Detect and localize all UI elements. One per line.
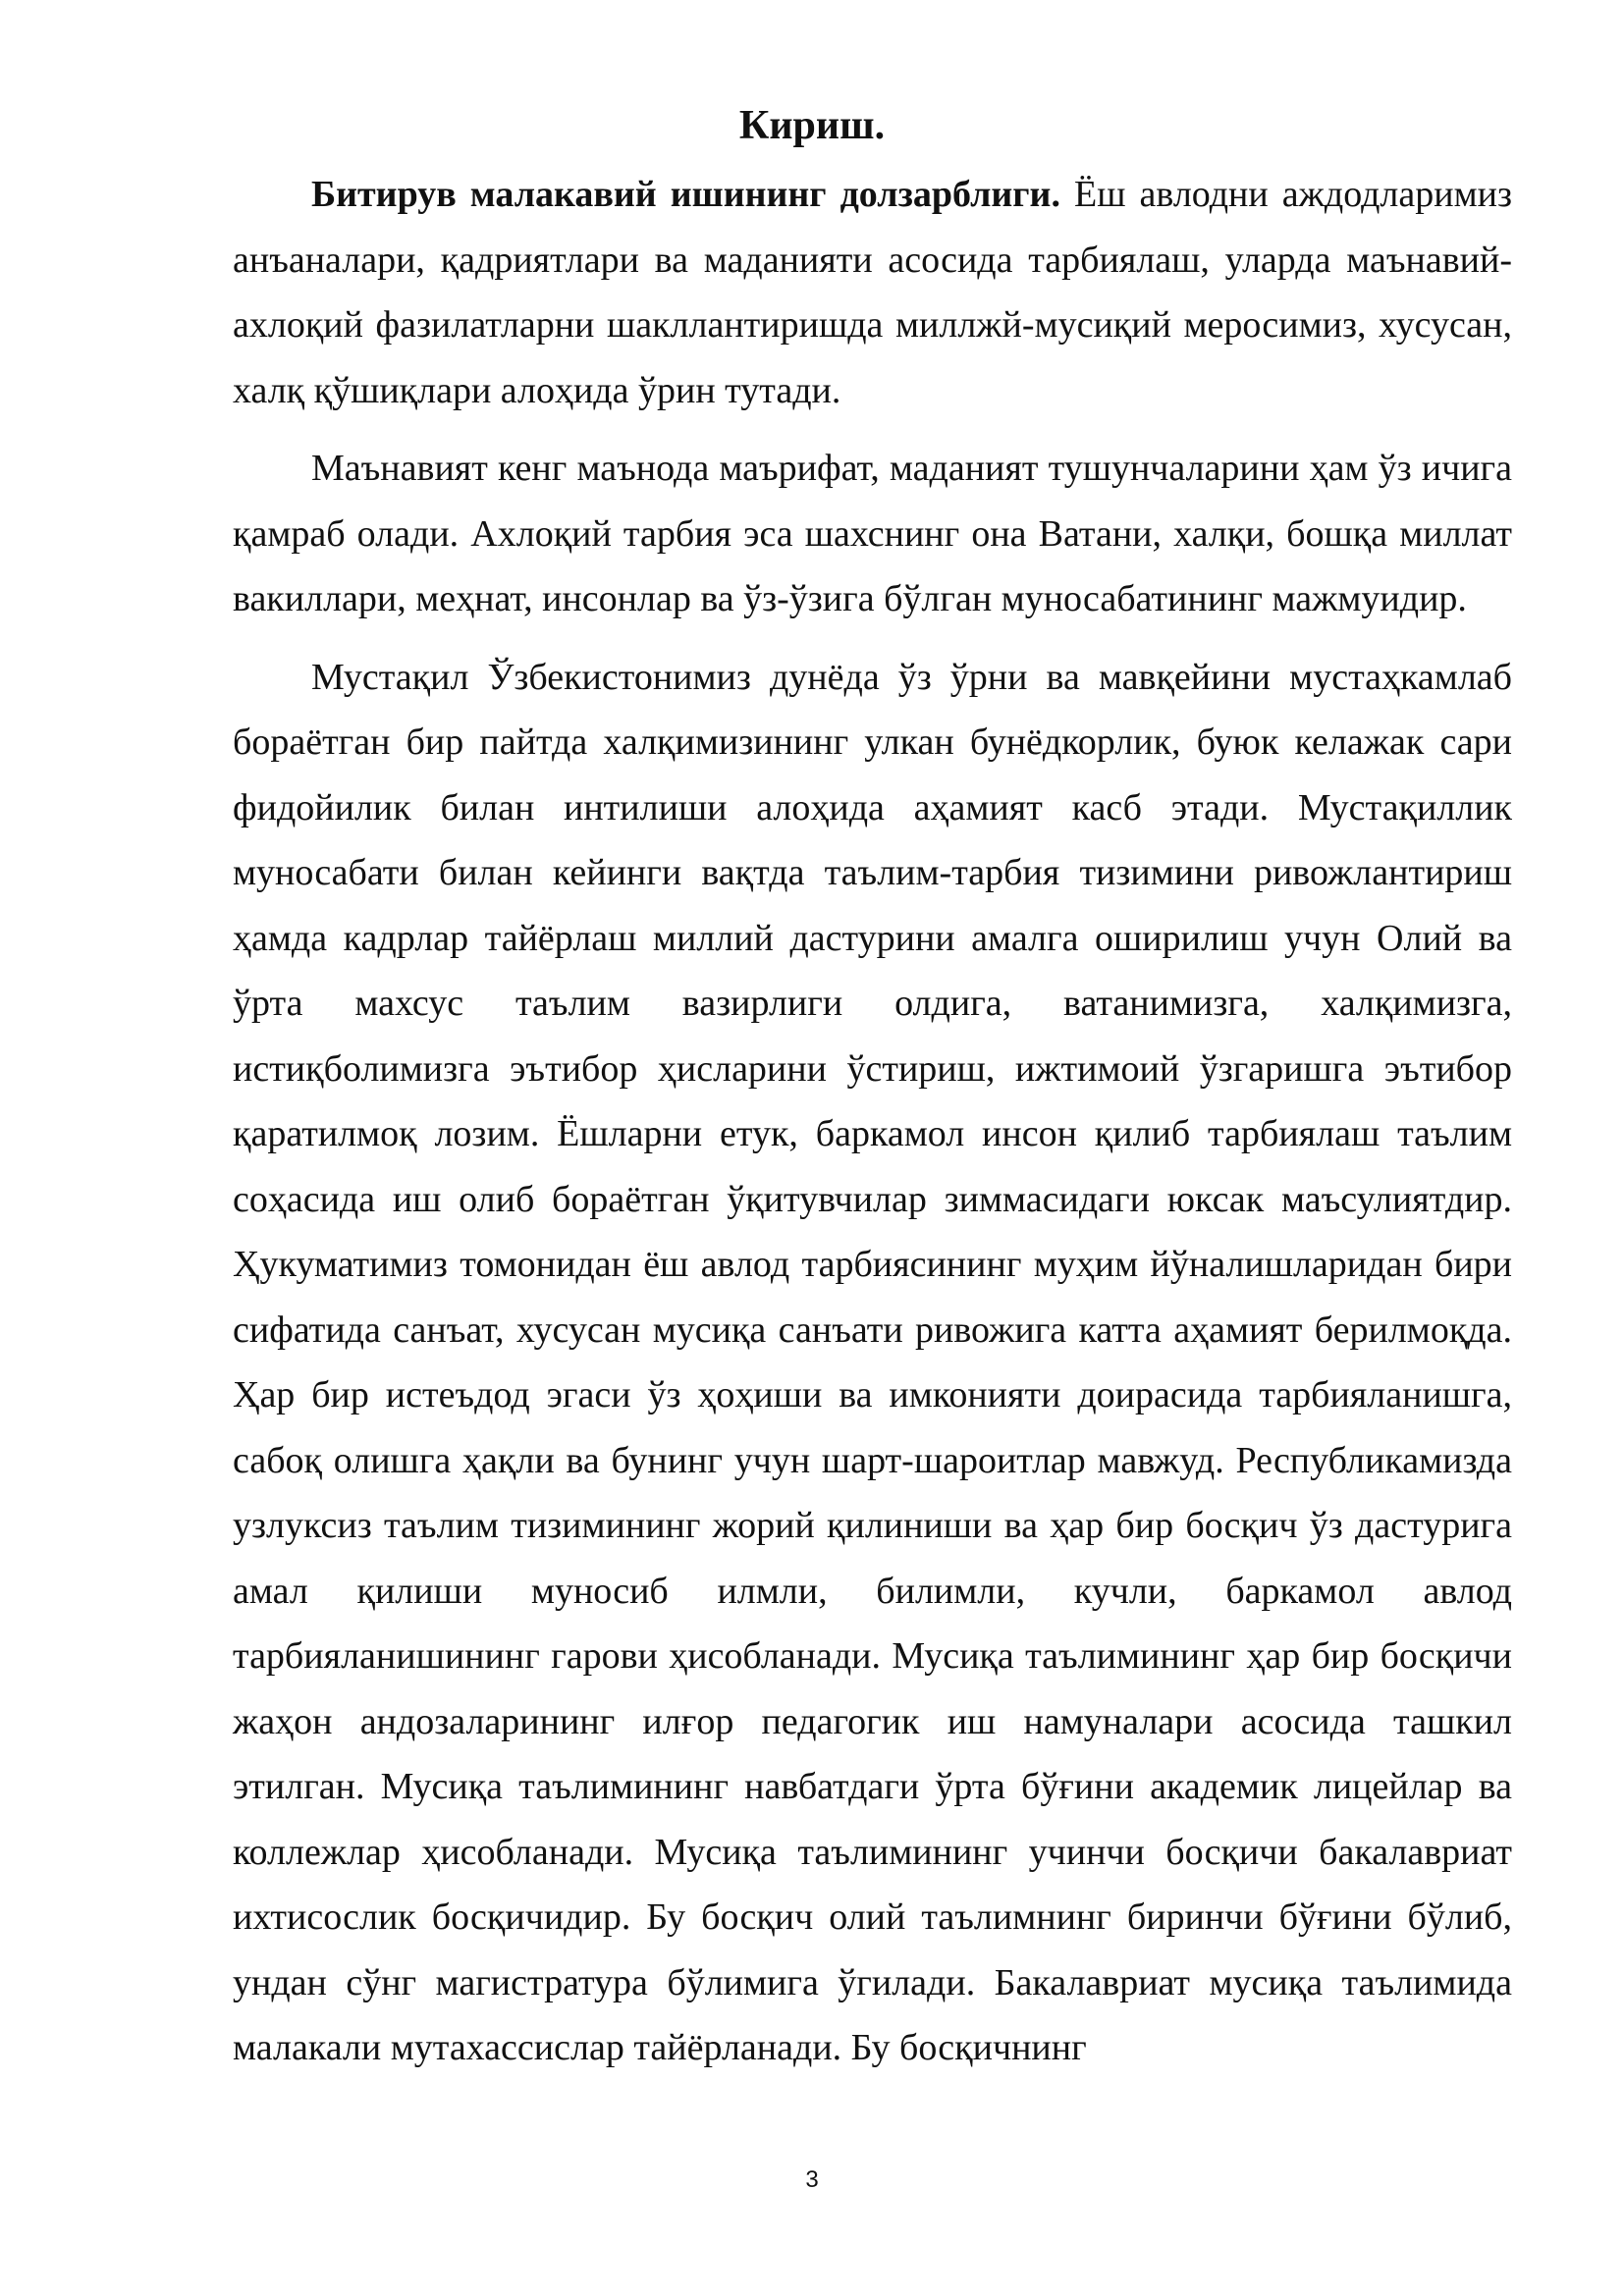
paragraph-lead: Битирув малакавий ишининг долзарблиги. — [311, 174, 1060, 215]
page-title: Кириш. — [738, 103, 886, 148]
paragraph-independence: Мустақил Ўзбекистонимиз дунёда ўз ўрни ва мавқейини мустаҳкамлаб бораётган бир пайтда халқимизининг улкан бунёдкорлик, буюк келажак сари фидойилик билан интилиши алоҳида аҳамият касб этади. Мустақиллик муносабати билан кейинги вақтда таълим-тарбия тизимини ривожлантириш ҳамда кадрлар тайёрлаш миллий дастурини амалга оширилиш учун Олий ва ўрта махсус таълим вазирлиги олдига, ватанимизга, халқимизга, истиқболимизга эътибор ҳисларини ўстириш, ижтимоий ўзгаришга эътибор қаратилмоқ лозим. Ёшларни етук, баркамол инсон қилиб тарбиялаш таълим соҳасида иш олиб бораётган ўқитувчилар зиммасидаги юксак маъсулиятдир. Ҳукуматимиз томонидан ёш авлод тарбиясининг муҳим йўналишларидан бири сифатида санъат, хусусан мусиқа санъати ривожига катта аҳамият берилмоқда. Ҳар бир истеъдод эгаси ўз ҳоҳиши ва имконияти доирасида тарбияланишга, сабоқ олишга ҳақли ва бунинг учун шарт-шароитлар мавжуд. Республикамизда узлуксиз таълим тизимининг жорий қилиниши ва ҳар бир босқич ўз дастурига амал қилиши муносиб илмли, билимли, кучли, баркамол авлод тарбияланишининг гарови ҳисобланади. Мусиқа таълимининг ҳар бир босқичи жаҳон андозаларининг илғор педагогик иш намуналари асосида ташкил этилган. Мусиқа таълимининг навбатдаги ўрта бўғини академик лицейлар ва коллежлар ҳисобланади. Мусиқа таълимининг учинчи босқичи бакалавриат ихтисослик босқичидир. Бу босқич олий таълимнинг биринчи бўғини бўлиб, ундан сўнг магистратура бўлимига ўгилади. Бакалавриат мусиқа таълимида малакали мутахассислар тайёрланади. Бу босқичнинг — [233, 656, 1512, 2068]
paragraph-text: Ёш авлодни аждодларимиз анъаналари, қадриятлари ва маданияти асосида тарбиялаш, уларда маънавий-ахлоқий фазилатларни шакллантиришда миллжй-мусиқий меросимиз, хусусан, халқ қўшиқлари алоҳида ўрин тутади. — [233, 174, 1512, 411]
paragraph-spirituality: Маънавият кенг маънода маърифат, маданият тушунчаларини ҳам ўз ичига қамраб олади. Ахлоқий тарбия эса шахснинг она Ватани, халқи, бошқа миллат вакиллари, меҳнат, инсонлар ва ўз-ўзига бўлган муносабатининг мажмуидир. — [233, 448, 1512, 619]
paragraph-relevance — [233, 162, 1512, 423]
page-number: 3 — [805, 2166, 819, 2193]
body-text — [233, 162, 1512, 2094]
